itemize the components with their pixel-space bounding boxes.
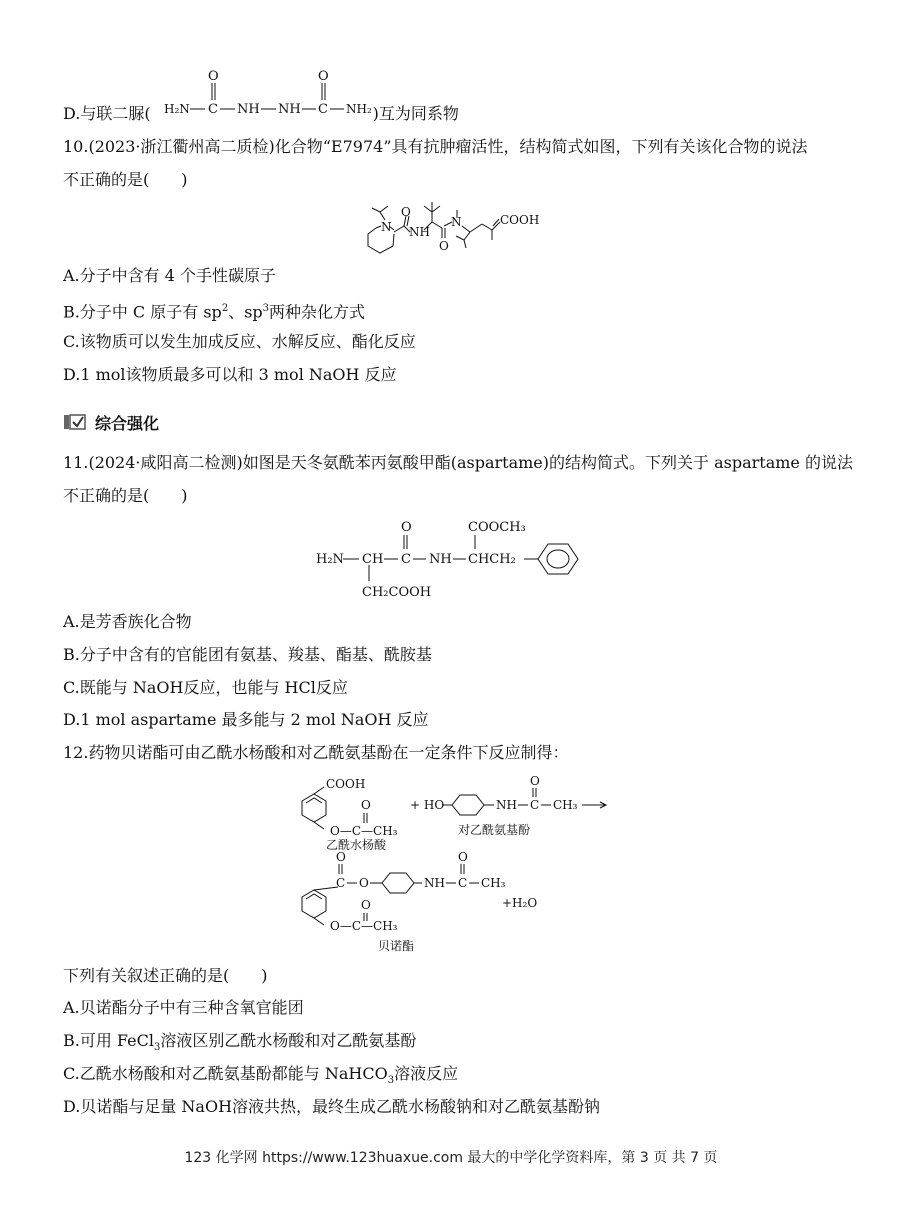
q9-o1: O	[208, 69, 219, 84]
q12-name-b: 对乙酰氨基酚	[458, 823, 531, 837]
q12-name-c: 贝诺酯	[378, 939, 415, 953]
q12-plus-ho: + HO	[410, 798, 445, 812]
q12-a-cooh: COOH	[326, 777, 366, 791]
q11-ch2cooh: CH₂COOH	[362, 585, 432, 600]
q11-structure	[312, 516, 592, 604]
q11-stem-line1: 11.(2024·咸阳高二检测)如图是天冬氨酰苯丙氨酸甲酯(aspartame)的结构简式。下列关于 aspartame 的说法	[63, 453, 853, 472]
q12-b-c: C	[530, 798, 540, 812]
q10-option-a: A.分子中含有 4 个手性碳原子	[63, 266, 276, 285]
q11-ch1: CH	[362, 552, 384, 567]
q10-n2: N	[451, 215, 462, 229]
q10-option-b	[63, 299, 365, 322]
q12-a-o: O	[361, 798, 371, 812]
page-footer: 123 化学网 https://www.123huaxue.com 最大的中学化学资料库，第 3 页 共 7 页	[184, 1150, 718, 1166]
q11-chch2: CHCH₂	[468, 552, 516, 567]
q9-nh2: NH	[278, 102, 301, 117]
q10-stem-line2: 不正确的是( )	[63, 170, 188, 189]
q10-option-b-sup1: 2	[221, 303, 229, 314]
q12-c-nh: NH	[424, 876, 445, 890]
q12-b-ch3: CH₃	[553, 798, 578, 812]
q9-h2n: H₂N	[164, 102, 190, 116]
q10-cooh: COOH	[500, 213, 540, 227]
q9-nh1: NH	[237, 102, 260, 117]
q12-option-c-pre: C.乙酰水杨酸和对乙酰氨基酚都能与 NaHCO	[63, 1064, 388, 1083]
q10-option-b-sup2: 3	[262, 303, 270, 314]
q12-c-ch3: CH₃	[481, 876, 506, 890]
q12-c-o4: O	[361, 898, 371, 912]
q12-stem: 12.药物贝诺酯可由乙酰水杨酸和对乙酰氨基酚在一定条件下反应制得：	[63, 743, 569, 762]
q9-option-d-prefix: D.与联二脲(	[63, 104, 151, 123]
q11-c: C	[401, 552, 411, 567]
q12-option-b-sub: 3	[154, 1042, 161, 1054]
q10-o1: O	[401, 205, 411, 219]
q9-c1: C	[208, 102, 218, 117]
q11-option-d: D.1 mol aspartame 最多能与 2 mol NaOH 反应	[63, 710, 429, 729]
q11-nh: NH	[429, 552, 452, 567]
q12-a-ester: O—C—CH₃	[330, 824, 398, 838]
q12-c-o2: O	[359, 876, 369, 890]
q12-option-c-sub: 3	[387, 1075, 395, 1087]
q9-option-d-suffix: )互为同系物	[372, 104, 459, 123]
q12-option-c	[63, 1064, 458, 1091]
section-title: 综合强化	[95, 413, 160, 433]
q9-o2: O	[318, 69, 329, 84]
q11-option-a: A.是芳香族化合物	[63, 612, 192, 631]
q9-structure	[160, 64, 385, 126]
q11-o: O	[401, 520, 412, 535]
q12-option-b-pre: B.可用 FeCl	[63, 1031, 154, 1050]
q10-option-c: C.该物质可以发生加成反应、水解反应、酯化反应	[63, 332, 416, 351]
check-box-icon	[63, 413, 87, 431]
q12-reaction-scheme	[290, 773, 620, 955]
q12-c-ester: O—C—CH₃	[330, 919, 398, 933]
q10-option-b-pre: B.分子中 C 原子有 sp	[63, 302, 222, 322]
q12-option-b	[63, 1031, 416, 1058]
q9-nh2-end: NH₂	[346, 102, 372, 116]
q12-name-a: 乙酰水杨酸	[326, 838, 387, 852]
q12-c-o3: O	[458, 850, 468, 864]
q10-option-b-mid: 、sp	[228, 302, 263, 322]
q11-cooch3: COOCH₃	[468, 520, 526, 535]
q12-option-c-post: 溶液反应	[394, 1064, 459, 1083]
q11-h2n: H₂N	[316, 552, 344, 567]
q11-stem-line2: 不正确的是( )	[63, 486, 188, 505]
q11-option-c: C.既能与 NaOH反应，也能与 HCl反应	[63, 678, 348, 697]
q12-option-b-post: 溶液区别乙酰水杨酸和对乙酰氨基酚	[160, 1031, 417, 1050]
q10-stem-line1: 10.(2023·浙江衢州高二质检)化合物“E7974”具有抗肿瘤活性，结构简式如图，下列有关该化合物的说法	[63, 137, 808, 156]
q10-nh: NH	[409, 225, 430, 239]
q12-c-c1: C	[336, 876, 346, 890]
q9-c2: C	[318, 102, 328, 117]
q12-b-o: O	[530, 774, 540, 788]
q12-b-nh: NH	[496, 798, 517, 812]
q11-option-b: B.分子中含有的官能团有氨基、羧基、酯基、酰胺基	[63, 645, 432, 664]
q12-c-c2: C	[458, 876, 468, 890]
q10-structure	[360, 196, 560, 258]
q12-option-d: D.贝诺酯与足量 NaOH溶液共热，最终生成乙酰水杨酸钠和对乙酰氨基酚钠	[63, 1097, 601, 1116]
q10-o2: O	[439, 239, 449, 253]
section-heading	[63, 411, 159, 433]
q12-option-a: A.贝诺酯分子中有三种含氧官能团	[63, 998, 304, 1017]
q10-option-d: D.1 mol该物质最多可以和 3 mol NaOH 反应	[63, 365, 397, 384]
q10-n1: N	[381, 220, 392, 234]
q12-plus-h2o: +H₂O	[502, 896, 538, 910]
q12-c-o1: O	[336, 850, 346, 864]
q12-question: 下列有关叙述正确的是( )	[63, 966, 268, 985]
q10-option-b-post: 两种杂化方式	[269, 302, 366, 322]
